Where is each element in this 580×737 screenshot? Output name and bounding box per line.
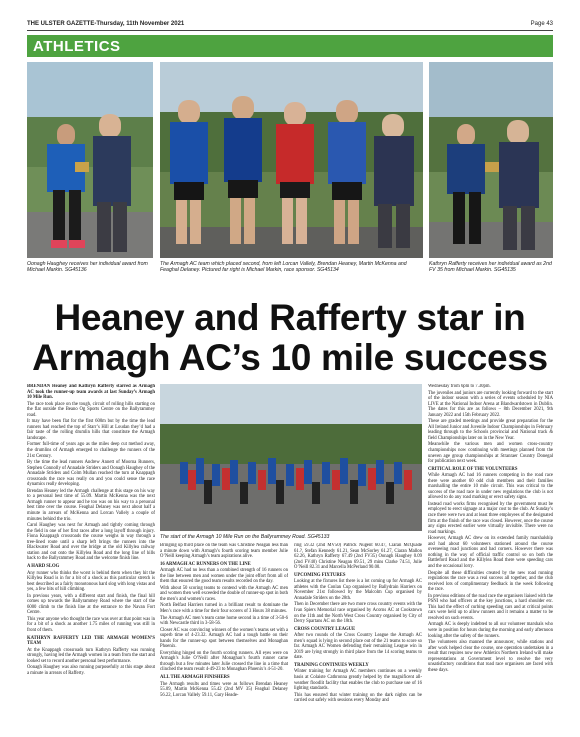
paragraph: Oonagh Haughey was also running purposefully at this stage about a minute in arrears of Rafferty.: [27, 665, 155, 676]
paragraph: Former full-time of years ago as the miles deep cut method away, the drumlins of Armagh emerged to challenge the runners of the 21st Century.: [27, 442, 155, 459]
paragraph: Armagh AC is deeply indebted to all our volunteer marshals who were in position for hours during the morning and early afternoon looking after the safety of the runners.: [428, 622, 553, 639]
subheading: UPCOMING FIXTURES: [294, 572, 346, 578]
photo-left-illustration: [27, 62, 153, 258]
headline-line-2: Armagh AC’s 10 mile success: [32, 337, 548, 378]
paragraph: ring 59.32 (2nd MV50) Patrick Nugent 60.47, Ciaran McQuade 61.?, Stefan Kennedy 61.21, Sean McSorley 61.27, Ciaran Mallon 62.26, Kathryn Rafferty 67.49 (2nd FV35) Oonagh Haughey 0.09 (2nd FV40) Christine Neagan 69.51, 29 mins Clarke 74.51, Julie O’Neill 82.31 and Marcella McPerland 90.00.: [294, 543, 422, 571]
subheading: CROSS COUNTRY LEAGUE: [294, 626, 356, 632]
section-header: [27, 35, 553, 57]
paragraph: The Armagh results and times were as follows Brendan Heaney 55.09, Martin McKenna 55.42 (2nd MV 35) Feaghal Delaney 56.22, Lorcan Vallely 59.11, Gary Heade-: [160, 681, 288, 698]
subheading: ALL THE ARMAGH FINISHERS: [160, 675, 230, 681]
paragraph: Winter training for Armagh AC members continues on a weekly basis at Colaiste Cathronna greatly helped by the magnificent all-weather floodlit facility that enables the club to purchase use of 16 lighting standards.: [294, 669, 422, 692]
paragraph: The race took place on the tough, circuit of rolling hills starting on the flat outside the Beano Og Sports Centre on the Ballyrammey road.: [27, 401, 155, 418]
photo-armagh-ac-team: [160, 62, 423, 258]
subheading: KATHRYN RAFFERTY LED THE ARMAGH WOMEN’S TEAM: [27, 635, 155, 647]
paragraph: Looking at the fixtures list there is a lot coming up for Armagh AC athletes with the Conlan Cup organised by Ballydrain Harriers on November 21st followed by the Malcolm Cup organised by Annadale Striders on the 28th.: [294, 579, 422, 601]
subheading: A HARD SLOG: [27, 563, 60, 569]
paragraph: In previous years, with a different start and finish, the final hill comes up towards the Ballyrammey Road where the start of the 6000 climb to the finish line at the entrance to the Navan Fort Centre.: [27, 593, 155, 616]
photo-oonagh-haughey: [27, 62, 153, 258]
paragraph: Everything hinged on the fourth scoring runners. All eyes were on Armagh’s Julie O’Neill after Monaghan’s fourth runner came through but a few minutes later Julie crossed the line in a time that clinched the team result 4-49-23 to Monaghan Phoenix’s 4-51-20.: [160, 650, 288, 673]
subheading: CRITICAL ROLE OF THE VOLUNTEERS: [428, 466, 518, 472]
photo-center-illustration: [160, 62, 423, 258]
paragraph: The Armagh AC men’s team came home second in a time of 3-50-6 with Newcastle third in 3-58-56.: [160, 615, 288, 627]
paragraph: Carol Haughey was next for Armagh and tightly coming through the field in one of her first races after a long layoff through injury. Fiona Knappagh crossroads the course weighs in way through a tree-lined route until a sharp left brings the runners into the Blackwater Road and over the bridge at the old Killylea railway station and out onto the Killylea Road and the long line of hills back to the Ballyrammey Road and the welcome finish line.: [27, 523, 155, 562]
page-number: Page 43: [530, 21, 553, 27]
photo-kathryn-rafferty: [429, 62, 553, 258]
paragraph: This has ensured that winter training on the dark nights can be carried out safely with sessions every Monday and: [294, 692, 422, 704]
paragraph: At the Knappagh crossroads turn Kathryn Rafferty was running strongly, having led the Armagh women in a team from the start and looked set to record another personal best performance.: [27, 647, 155, 664]
paragraph: The juveniles and juniors are currently looking forward to the start of the indoor season with a series of events scheduled by NIA LIVE at the National Indoor Arena at Blandwardstown in Dublin. The dates for this are as follows – 8th December 2021, 9th January 2022 and 15th February 2022.: [428, 390, 553, 418]
article-column-1: [27, 384, 155, 719]
subheading: TRAINING CONTINUES WEEKLY: [294, 662, 369, 668]
masthead: [27, 20, 553, 31]
paragraph: Brendan Heaney led the Armagh challenge at this stage on his way to a personal best time of 55.09. Martin McKenna was the next Armagh runner to appear and he too was on his way to a personal best time over the course. Feaghal Delaney was next about half a minute in arrears of McKenna and Lorcan Vallely a couple of minutes behind the trio.: [27, 488, 155, 522]
paragraph: These are graded meetings and provide great preparation for the All Ireland Junior and Juvenile Indoor Championships in February leading through to the Schools provincial and National track & field Championships later on in the New Year.: [428, 419, 553, 441]
paragraph: It may have been flat for the first 600m but by the time the lead runners had reached the top of Starr’s Hill at Loudan they’d had a fair taste of the rolling drumlin hills that constitute the Armagh landscape.: [27, 419, 155, 441]
paragraph: In previous editions of the road race the organisers liaised with the PSNI who had officers at the key junctions, a hard shoulder etc. This had the effect of curbing speeding cars and at critical points cars were held up to allow runners and it remains a matter to be resolved on such events.: [428, 593, 553, 621]
paragraph: The volunteers also manned the announcer, while stations and after work helped clear the course, one operation undertaken in a result that requires now new Athletics Northern Ireland will make representations at Government level to resolve the very unsatisfactory conditions that road race organisers are faced with these days.: [428, 640, 553, 673]
paragraph: By the time the lead runners Andrew Annett of Moorna Runners, Stephen Connolly of Annadale Striders and Oonagh Haughey of the Annadale Striders and Colm Mullan reached the turn at Knappagh crossroads the race was really on and you could sense the race dynamics really developing.: [27, 460, 155, 488]
photo-race-start: [160, 384, 422, 531]
photo-bottom-illustration: [160, 384, 422, 531]
paragraph: Closer AC was convincing winners of the women’s teams set with a superb time of 4-23.32. Armagh AC had a tough battle on their hands for the runner-up spot between themselves and Monaghan Phoenix.: [160, 627, 288, 650]
article-column-2: [160, 543, 288, 719]
article-column-4: [428, 384, 553, 719]
paragraph: Meanwhile the various men and women cross-country championships now continuing with meetings planned from the uneven age group championships at Stranraer Country Donegal for publication next week.: [428, 442, 553, 465]
paragraph: Bringing up third place on the team was Christine Neagan less than a minute down with Armagh’s fourth scoring team member Julie O’Neill keeping Armagh’s team aspirations alive.: [160, 543, 288, 560]
paragraph: Armagh AC had no less than a combined strength of 16 runners on the line between men and women under the joint effort from all of them that ensured the good team results recorded on the day.: [160, 568, 288, 585]
article-column-3: [294, 543, 422, 719]
photo-right-illustration: [429, 62, 553, 258]
paragraph: This year anyone who thought the race was over at that point was in for a bit of a shock as another 1.75 miles of running was still in front of them.: [27, 616, 155, 633]
paragraph: Instead road works firms recognised by the government must be employed to erect signage at a major cost to the club. At Sunday’s race there were two and at least three employees of the designated firm at the finish of the race was closed. However, once the course any signs erected earlier were virtually invisible. There were no road markings.: [428, 501, 553, 535]
paragraph: BRENDAN Heaney and Kathryn Rafferty starred as Armagh AC took the runner-up team awards at last Sunday’s Armagh 10 Mile Run.: [27, 384, 155, 401]
paragraph: After two rounds of the Cross Country League the Armagh AC men’s squad is lying in second place out of the 21 teams to score so far. Armagh AC Women defending their remaining League win in 2019 are lying strongly in third place from the 14 scoring teams to date.: [294, 633, 422, 661]
paragraph: However, Armagh AC drew on its extended family marshalship and had about 60 volunteers stationed around the course overseeing road junctions and bad corners. However there was nothing in the way of official traffic control so on both the Battleford Road and the Killylea Road there were speeding cars and the occasional lorry.: [428, 536, 553, 569]
paragraph: While Armagh AC had 16 runners competing in the road race there were another 60 odd club members and their families marshalling the entire 10 mile circuit. This was critical to the success of the road race in under new regulations the club is not allowed to do any road marking or erect safety signs.: [428, 473, 553, 501]
section-title: ATHLETICS: [33, 37, 121, 55]
photo-right-caption: Kathryn Rafferty receives her individual award as 2nd FV 35 from Michael Markin. SG45135: [429, 261, 552, 273]
photo-bottom-caption: The start of the Armagh 10 Mile Run on the Ballyrammey Road. SG45133: [160, 534, 330, 540]
photo-left-caption: Oonagh Haughey receives her individual award from Michael Markin. SG45136: [27, 261, 148, 273]
headline-line-1: Heaney and Rafferty star in: [54, 297, 526, 338]
paragraph: Wednesday from 6pm to 7.30pm.: [428, 384, 491, 389]
paragraph: Any runner who thinks the worst is behind them when they hit the Killylea Road is in for a bit of a shock as this particular stretch is best described as a fairly monotonous hard slog with long vistas and yes, a few bits of hill climbing.: [27, 570, 155, 593]
paragraph: With about 50 scoring teams to contend with the Armagh AC men and women then well exceeded the double of runner-up spot in both the men’s and women’s races.: [160, 585, 288, 602]
paragraph: Then in December there are two more cross country events with the Ivan Spiers Memorial race organised by Acorns AC at Cookstown on the 11th and the North West Cross Country organised by City of Derry Spartans AC on the 18th.: [294, 602, 422, 625]
subheading: 16 ARMAGH AC RUNNERS ON THE LINE: [160, 561, 251, 567]
headline: [27, 298, 553, 378]
publication-line: THE ULSTER GAZETTE-Thursday, 11th November 2021: [27, 21, 185, 27]
paragraph: North Belfast Harriers turned in a brilliant result to dominate the Men’s race with a time for their four scorers of 3 Hours 38 minutes.: [160, 603, 288, 615]
photo-center-caption: The Armagh AC team which placed second, from left Lorcan Vallely, Brendan Heaney, Martin McKenna and Feaghal Delaney. Pictured far right is Michael Markin, race sponsor. SG45134: [160, 261, 407, 273]
paragraph: Despite all these difficulties created by the new road running regulations the race was a real success all together, and the club received lots of complimentary feedback in the week following the race.: [428, 570, 553, 593]
